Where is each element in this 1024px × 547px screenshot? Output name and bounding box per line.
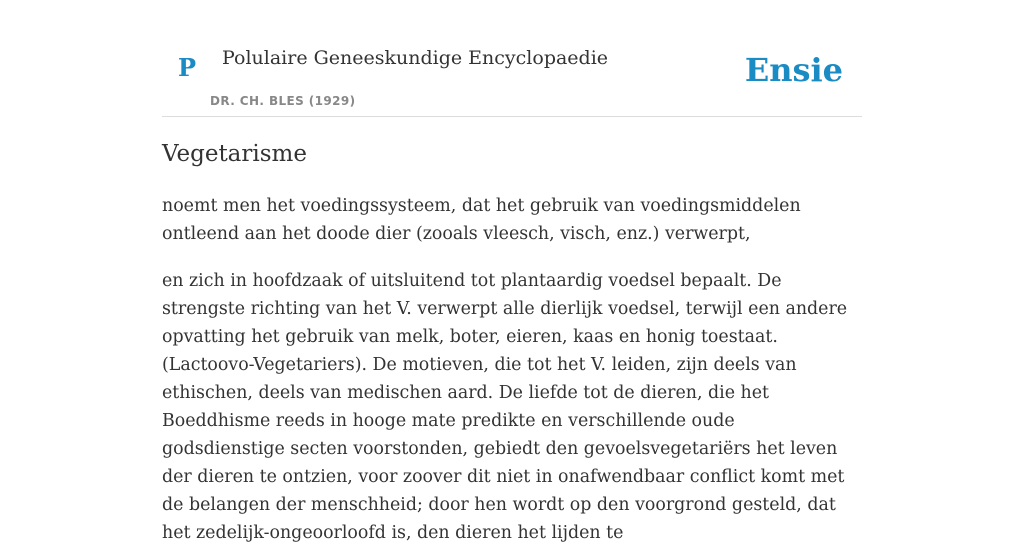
entry-paragraph-2: en zich in hoofdzaak of uitsluitend tot plantaardig voedsel bepaalt. De strengste richting van het V. verwerpt alle dierlijk voedsel, terwijl een andere opvatting het gebruik van melk, boter, eieren, kaas en honig toestaat. (Lactoovo-Vegetariers). De motieven, die tot het V. leiden, zijn deels van ethischen, deels van medischen aard. De liefde tot de dieren, die het Boeddhisme reeds in hooge mate predikte en verschillende oude godsdienstige secten voorstonden, gebiedt den gevoelsvegetariërs het leven der dieren te ontzien, voor zoover dit niet in onafwendbaar conflict komt met de belangen der menschheid; door hen wordt op den voorgrond gesteld, dat het zedelijk-ongeoorloofd is, den dieren het lijden te — [162, 271, 848, 543]
page-header — [162, 0, 862, 117]
entry-title: Vegetarisme — [162, 141, 307, 167]
book-title-link[interactable]: Polulaire Geneeskundige Encyclopaedie — [222, 47, 609, 69]
brand-logo-link[interactable]: Ensie — [744, 51, 843, 89]
entry-paragraph-1: noemt men het voedingssysteem, dat het gebruik van voedingsmiddelen ontleend aan het doode dier (zooals vleesch, visch, enz.) verwerpt, — [162, 196, 801, 244]
book-logo[interactable]: P — [178, 53, 197, 82]
book-author: DR. CH. BLES (1929) — [210, 94, 356, 108]
content-container — [162, 0, 862, 543]
